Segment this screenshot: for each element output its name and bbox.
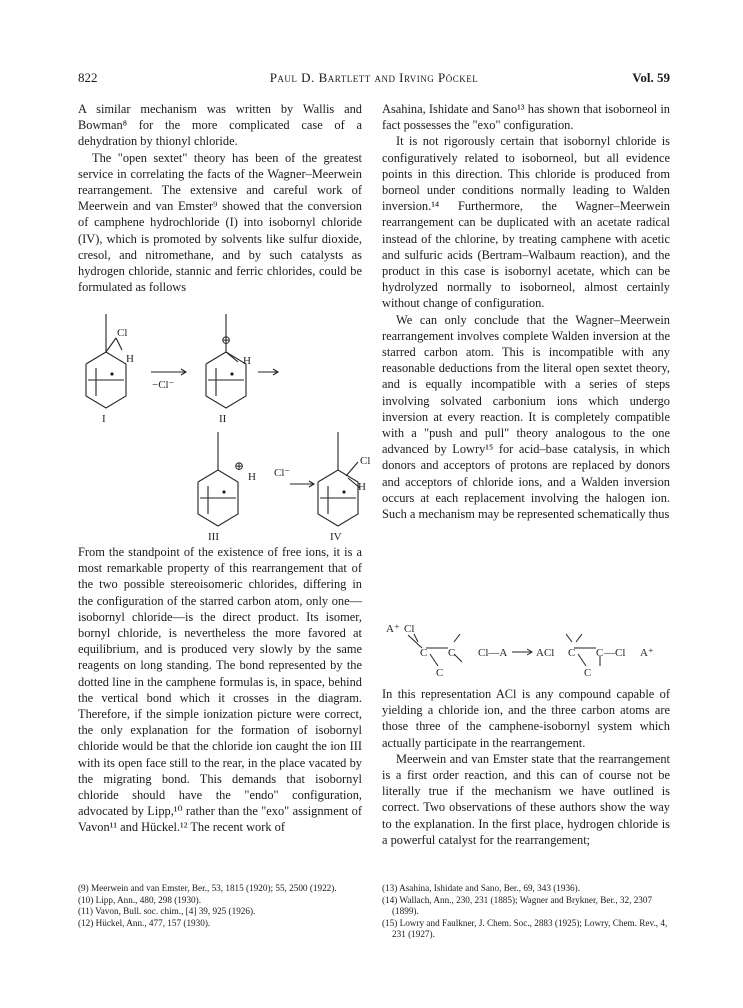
structure-III	[198, 432, 238, 526]
paragraph: In this representation ACl is any compound capable of yielding a chloride ion, and the three carbon atoms are those three of the camphene-isobornyl system which actually participate in the rearrangement.	[382, 687, 670, 750]
label-cl: Cl	[404, 623, 415, 635]
label-h: H	[358, 481, 366, 493]
label-cl-bond: —Cl	[604, 647, 626, 659]
label-a-plus: A⁺	[640, 647, 654, 659]
paragraph: Meerwein and van Emster state that the rearrangement is a first order reaction, and this can of course not be literally true if the mechanism we have outlined is correct. Two observations of these authors show the way to the explanation. In the first place, hydrogen chloride is a powerful catalyst for the rearrangement;	[382, 751, 670, 847]
label-cl-ion: Cl⁻	[274, 467, 291, 479]
footnote: (12) Hückel, Ann., 477, 157 (1930).	[78, 917, 211, 928]
footnote: (11) Vavon, Bull. soc. chim., [4] 39, 925 (1926).	[78, 906, 256, 917]
paragraph: It is not rigorously certain that isobornyl chloride is configuratively related to isoborneol, but all evidence points in this direction. This chloride is produced from borneol under conditions normally leading to Walden inversion.¹⁴ Furthermore, the Wagner–Meerwein rearrangement can be duplicated with an acetate radical instead of the chlorine, by treating camphene with acetic and sulfuric acids (Bertram–Walbaum reaction), and the product in this case is isobornyl acetate, which can be hydrolyzed normally to isoborneol, almost certainly without change of configuration.	[382, 134, 670, 311]
left-column-top	[78, 101, 362, 295]
footnote: (13) Asahina, Ishidate and Sano, Ber., 69, 343 (1936).	[382, 883, 581, 893]
rearrangement-scheme	[78, 314, 371, 546]
running-header	[78, 70, 670, 88]
paragraph: The "open sextet" theory has been of the greatest service in correlating the facts of the Wagner–Meerwein rearrangement. The extensive and careful work of Meerwein and van Emster⁹ showed that the conversion of camphene hydrochloride (I) into isobornyl chloride (IV), which is promoted by solvents like sulfur dioxide, cresol, and nitromethane, and by such catalysts as hydrogen chloride, stannic and ferric chlorides, could be formulated as follows	[78, 150, 362, 295]
label-h: H	[248, 471, 256, 483]
running-title: Paul D. Bartlett and Irving Pöckel	[269, 70, 479, 85]
footnote: (14) Wallach, Ann., 230, 231 (1885); Wagner and Brykner, Ber., 32, 2307 (1899).	[382, 894, 653, 917]
footnotes-left	[78, 883, 362, 929]
footnote: (9) Meerwein and van Emster, Ber., 53, 1815 (1920); 55, 2500 (1922).	[78, 883, 337, 893]
paragraph: We can only conclude that the Wagner–Meerwein rearrangement involves complete Walden inversion at the starred carbon atom. This is incompatible with any reasonable deductions from the literal open sextet theory, and is equally incompatible with a series of steps involving solvated carbonium ions which undergo inversion at every reaction. It is completely compatible with a "push and pull" theory analogous to the one advanced by Lowry¹⁵ for acid–base catalysis, in which donors and acceptors of protons are replaced by donors and acceptors of chloride ions, and a Walden inversion occurs at each replacement involving the halogen ion. Such a mechanism may be represented schematically thus	[382, 312, 670, 522]
page-number: 822	[78, 70, 98, 85]
label-c: C	[420, 647, 428, 659]
label-I: I	[102, 413, 106, 425]
label-acl: ACl	[536, 647, 555, 659]
right-column-top	[382, 101, 670, 522]
footnotes-right	[382, 883, 670, 941]
label-IV: IV	[330, 531, 342, 543]
label-c: C	[448, 647, 456, 659]
label-h: H	[126, 353, 134, 365]
label-plus: ⊕	[221, 333, 232, 347]
structure-IV	[318, 432, 360, 526]
label-c: C	[596, 647, 604, 659]
footnote: (10) Lipp, Ann., 480, 298 (1930).	[78, 894, 201, 905]
label-plus: ⊕	[234, 459, 245, 473]
label-cl: Cl	[360, 455, 371, 467]
label-c: C	[584, 667, 592, 679]
paragraph: Asahina, Ishidate and Sano¹³ has shown that isoborneol in fact possesses the "exo" configuration.	[382, 102, 670, 133]
left-column-bottom	[78, 544, 362, 836]
label-c: C	[436, 667, 444, 679]
label-II: II	[219, 413, 227, 425]
label-c: C	[568, 647, 576, 659]
paragraph: A similar mechanism was written by Wallis and Bowman⁸ for the more complicated case of a dehydration by thionyl chloride.	[78, 102, 362, 149]
label-cl: Cl	[117, 327, 128, 339]
right-column-bottom	[382, 686, 670, 848]
label-minus-cl: −Cl⁻	[152, 379, 175, 391]
volume-label: Vol. 59	[632, 70, 670, 85]
label-a-plus: A⁺	[386, 623, 400, 635]
push-pull-scheme	[382, 620, 672, 682]
label-h: H	[243, 355, 251, 367]
structure-II	[206, 314, 246, 408]
footnote: (15) Lowry and Faulkner, J. Chem. Soc., 2883 (1925); Lowry, Chem. Rev., 4, 231 (1927).	[382, 917, 668, 940]
label-III: III	[208, 531, 219, 543]
paragraph: From the standpoint of the existence of free ions, it is a most remarkable property of this rearrangement that of the two possible stereoisomeric chlorides, differing in the configuration of the starred carbon atom, only one—isobornyl chloride—is the direct product. Its isomer, bornyl chloride, is nevertheless the more favored at equilibrium, and is produced very slowly by the same reagents on long standing. The bond represented by the dotted line in the camphene formulas is, in space, behind the vertical bond which it crosses in the diagram. Therefore, if the simple ionization picture were correct, the only explanation for the formation of isobornyl chloride would be that the chloride ion caught the ion III with its open face still to the rear, in the place vacated by the migrating bond. This demands that isobornyl chloride should have the "endo" configuration, advocated by Lipp,¹⁰ rather than the "exo" assignment of Vavon¹¹ and Hückel.¹² The recent work of	[78, 545, 362, 835]
label-cl-a: Cl—A	[478, 647, 508, 659]
